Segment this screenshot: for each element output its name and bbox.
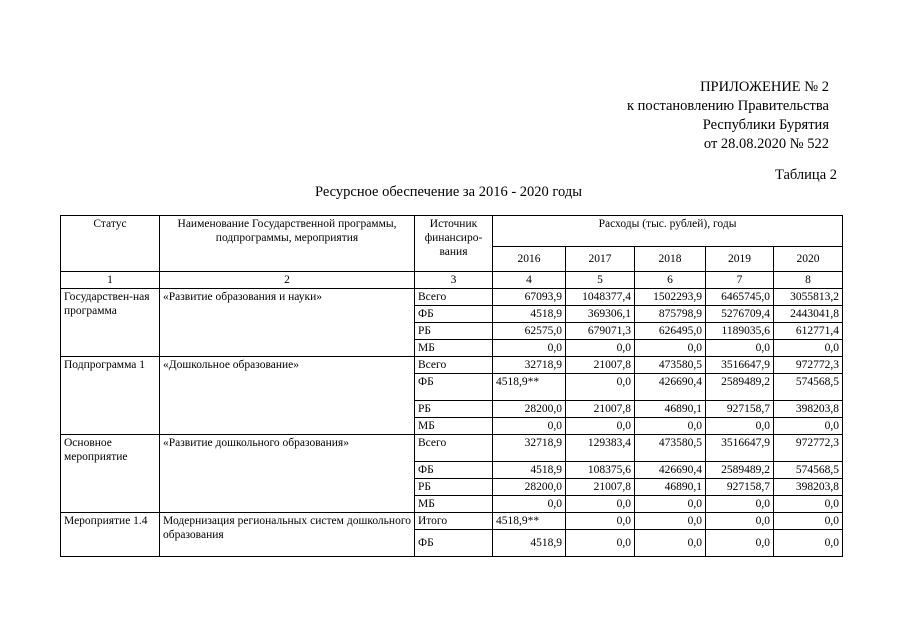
row-value: 679071,3 (566, 323, 635, 340)
row-value: 426690,4 (635, 374, 706, 401)
row-value: 0,0 (706, 513, 774, 530)
table-row (61, 435, 843, 462)
row-value: 21007,8 (566, 479, 635, 496)
header-status: Статус (61, 216, 160, 272)
row-source: МБ (415, 418, 493, 435)
appendix-resolution: к постановлению Правительства (627, 98, 829, 114)
row-value: 473580,5 (635, 357, 706, 374)
table-row (61, 513, 843, 530)
resource-table (60, 215, 843, 557)
row-value: 4518,9 (493, 530, 566, 557)
row-source: РБ (415, 323, 493, 340)
row-value: 0,0 (493, 340, 566, 357)
appendix-number: ПРИЛОЖЕНИЕ № 2 (700, 79, 829, 95)
row-value: 108375,6 (566, 462, 635, 479)
row-value: 426690,4 (635, 462, 706, 479)
column-number: 2 (160, 272, 415, 289)
document-title (0, 184, 905, 201)
row-value: 0,0 (774, 513, 843, 530)
row-source: Итого (415, 513, 493, 530)
row-value: 612771,4 (774, 323, 843, 340)
column-number: 3 (415, 272, 493, 289)
row-name: «Дошкольное образование» (160, 357, 415, 435)
row-value: 1189035,6 (706, 323, 774, 340)
header-year: 2017 (566, 247, 635, 272)
row-value: 0,0 (566, 374, 635, 401)
row-name: «Развитие дошкольного образования» (160, 435, 415, 513)
table-row (61, 289, 843, 306)
row-value: 927158,7 (706, 401, 774, 418)
row-value: 0,0 (635, 513, 706, 530)
table-label: Таблица 2 (774, 167, 837, 183)
row-value: 398203,8 (774, 401, 843, 418)
header-expenses: Расходы (тыс. рублей), годы (493, 216, 843, 247)
row-source: ФБ (415, 462, 493, 479)
row-value: 369306,1 (566, 306, 635, 323)
row-value: 3516647,9 (706, 435, 774, 462)
row-source: Всего (415, 289, 493, 306)
row-value: 0,0 (706, 340, 774, 357)
row-value: 3055813,2 (774, 289, 843, 306)
column-number: 4 (493, 272, 566, 289)
row-value: 4518,9** (493, 374, 566, 401)
row-name: «Развитие образования и науки» (160, 289, 415, 357)
appendix-header (627, 78, 829, 154)
row-value: 21007,8 (566, 401, 635, 418)
appendix-date: от 28.08.2020 № 522 (703, 136, 829, 152)
row-value: 0,0 (774, 340, 843, 357)
row-value: 0,0 (774, 530, 843, 557)
row-name: Модернизация региональных систем дошкольного образования (160, 513, 415, 557)
row-value: 46890,1 (635, 401, 706, 418)
row-source: ФБ (415, 306, 493, 323)
row-value: 0,0 (493, 418, 566, 435)
row-source: ФБ (415, 530, 493, 557)
row-value: 0,0 (493, 496, 566, 513)
row-value: 0,0 (706, 418, 774, 435)
row-value: 473580,5 (635, 435, 706, 462)
row-value: 0,0 (635, 418, 706, 435)
row-value: 398203,8 (774, 479, 843, 496)
row-value: 972772,3 (774, 435, 843, 462)
row-value: 28200,0 (493, 479, 566, 496)
row-source: Всего (415, 357, 493, 374)
column-number: 8 (774, 272, 843, 289)
header-year: 2019 (706, 247, 774, 272)
row-value: 2443041,8 (774, 306, 843, 323)
row-source: РБ (415, 401, 493, 418)
row-value: 0,0 (566, 530, 635, 557)
row-value: 5276709,4 (706, 306, 774, 323)
row-value: 0,0 (566, 418, 635, 435)
row-status: Мероприятие 1.4 (61, 513, 160, 557)
row-value: 1048377,4 (566, 289, 635, 306)
header-year: 2020 (774, 247, 843, 272)
table-row (61, 357, 843, 374)
row-source: РБ (415, 479, 493, 496)
row-value: 32718,9 (493, 435, 566, 462)
row-value: 3516647,9 (706, 357, 774, 374)
column-number: 1 (61, 272, 160, 289)
row-value: 0,0 (706, 496, 774, 513)
row-value: 4518,9 (493, 462, 566, 479)
row-value: 0,0 (566, 340, 635, 357)
row-value: 574568,5 (774, 462, 843, 479)
row-source: МБ (415, 340, 493, 357)
row-value: 129383,4 (566, 435, 635, 462)
row-value: 2589489,2 (706, 374, 774, 401)
row-value: 0,0 (635, 530, 706, 557)
row-value: 972772,3 (774, 357, 843, 374)
appendix-republic: Республики Бурятия (702, 117, 829, 133)
row-value: 0,0 (774, 418, 843, 435)
row-status: Подпрограмма 1 (61, 357, 160, 435)
column-number: 7 (706, 272, 774, 289)
row-value: 21007,8 (566, 357, 635, 374)
row-value: 574568,5 (774, 374, 843, 401)
row-value: 67093,9 (493, 289, 566, 306)
row-value: 62575,0 (493, 323, 566, 340)
row-value: 4518,9** (493, 513, 566, 530)
row-value: 46890,1 (635, 479, 706, 496)
row-value: 6465745,0 (706, 289, 774, 306)
row-value: 2589489,2 (706, 462, 774, 479)
row-value: 626495,0 (635, 323, 706, 340)
row-value: 32718,9 (493, 357, 566, 374)
row-value: 0,0 (566, 496, 635, 513)
row-value: 0,0 (706, 530, 774, 557)
column-number: 5 (566, 272, 635, 289)
header-row (61, 216, 843, 247)
row-value: 4518,9 (493, 306, 566, 323)
row-value: 927158,7 (706, 479, 774, 496)
row-value: 0,0 (774, 496, 843, 513)
header-source: Источник финансиро-вания (415, 216, 493, 272)
row-value: 0,0 (566, 513, 635, 530)
row-source: ФБ (415, 374, 493, 401)
row-value: 875798,9 (635, 306, 706, 323)
header-year: 2018 (635, 247, 706, 272)
row-status: Основное мероприятие (61, 435, 160, 513)
row-value: 0,0 (635, 340, 706, 357)
row-source: Всего (415, 435, 493, 462)
row-value: 0,0 (635, 496, 706, 513)
document-title-text: Ресурсное обеспечение за 2016 - 2020 годы (315, 184, 582, 200)
row-source: МБ (415, 496, 493, 513)
column-numbers-row (61, 272, 843, 289)
row-value: 1502293,9 (635, 289, 706, 306)
row-value: 28200,0 (493, 401, 566, 418)
header-year: 2016 (493, 247, 566, 272)
column-number: 6 (635, 272, 706, 289)
row-status: Государствен-ная программа (61, 289, 160, 357)
header-name: Наименование Государственной программы, подпрограммы, мероприятия (160, 216, 415, 272)
